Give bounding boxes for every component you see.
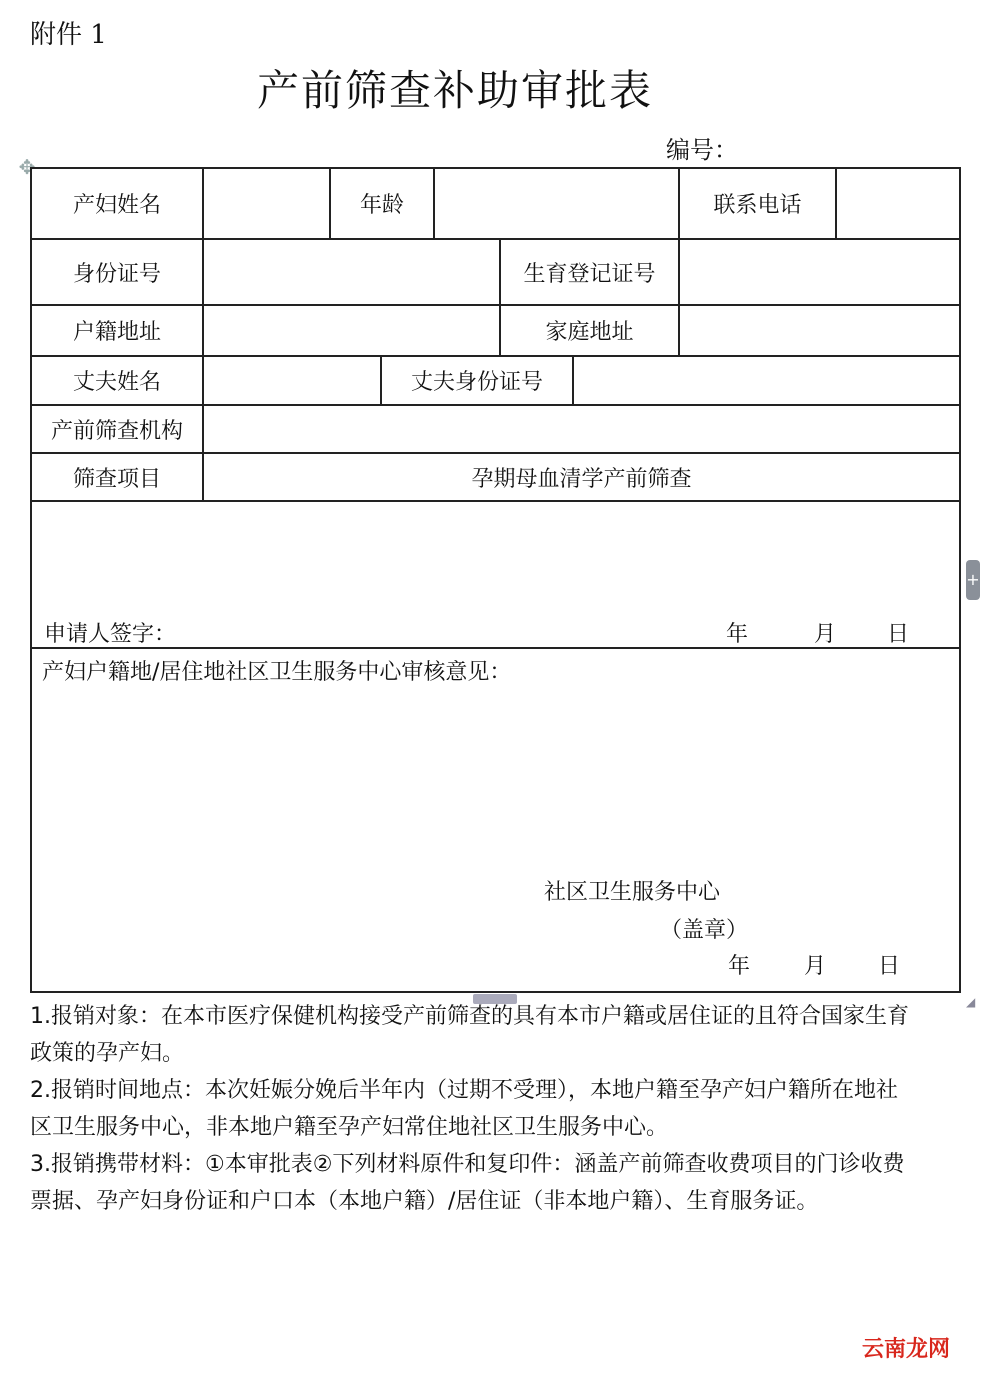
phone-field[interactable] [837,169,959,238]
home-address-field[interactable] [680,306,959,355]
page-title: 产前筛查补助审批表 [256,66,653,115]
id-number-label: 身份证号 [72,261,161,287]
row-divider [32,500,959,502]
birth-registration-label: 生育登记证号 [523,261,656,287]
phone-label: 联系电话 [713,193,802,218]
watermark-logo: 云南龙网 [862,1337,951,1362]
attachment-label: 附件 1 [30,20,107,50]
husband-id-label: 丈夫身份证号 [410,370,543,395]
mother-name-field[interactable] [204,169,329,238]
applicant-day-label: 日 [887,622,910,647]
applicant-signature-label: 申请人签字： [44,622,177,647]
husband-id-field[interactable] [574,357,959,404]
review-month-label: 月 [804,954,827,979]
screening-institution-label: 产前筛查机构 [50,418,183,444]
applicant-year-label: 年 [726,622,749,647]
note-item: 2.报销时间地点：本次妊娠分娩后半年内（过期不受理），本地户籍至孕产妇户籍所在地社区卫生服务中心，非本地户籍至孕产妇常住地社区卫生服务中心。 [30,1078,898,1140]
screening-institution-field[interactable] [204,406,959,452]
resize-icon[interactable]: ◢ [966,995,976,1009]
number-label: 编号： [666,136,738,164]
move-icon[interactable]: ✥ [18,155,36,179]
id-number-field[interactable] [204,240,499,304]
plus-icon[interactable]: + [966,560,980,600]
screening-item-value: 孕期母血清学产前筛查 [471,466,692,492]
home-address-label: 家庭地址 [545,320,634,345]
screening-item-label: 筛查项目 [72,466,161,492]
husband-name-label: 丈夫姓名 [72,370,161,395]
husband-name-field[interactable] [204,357,380,404]
age-field[interactable] [435,169,678,238]
community-center-label: 社区卫生服务中心 [544,880,721,905]
household-address-label: 户籍地址 [72,320,161,345]
approval-form-table [30,167,961,993]
review-day-label: 日 [878,954,901,979]
notes-section [30,998,910,1220]
review-year-label: 年 [728,954,751,979]
birth-registration-field[interactable] [680,240,959,304]
note-item: 1.报销对象：在本市医疗保健机构接受产前筛查的具有本市户籍或居住证的且符合国家生育政策的孕产妇。 [30,1004,909,1066]
applicant-month-label: 月 [814,622,837,647]
note-item: 3.报销携带材料：①本审批表②下列材料原件和复印件：涵盖产前筛查收费项目的门诊收费票据、孕产妇身份证和户口本（本地户籍）/居住证（非本地户籍）、生育服务证。 [30,1152,905,1214]
stamp-label: （盖章） [660,918,749,943]
mother-name-label: 产妇姓名 [72,193,161,218]
review-opinion-label: 产妇户籍地/居住地社区卫生服务中心审核意见： [42,660,512,685]
age-label: 年龄 [359,193,404,218]
household-address-field[interactable] [204,306,499,355]
